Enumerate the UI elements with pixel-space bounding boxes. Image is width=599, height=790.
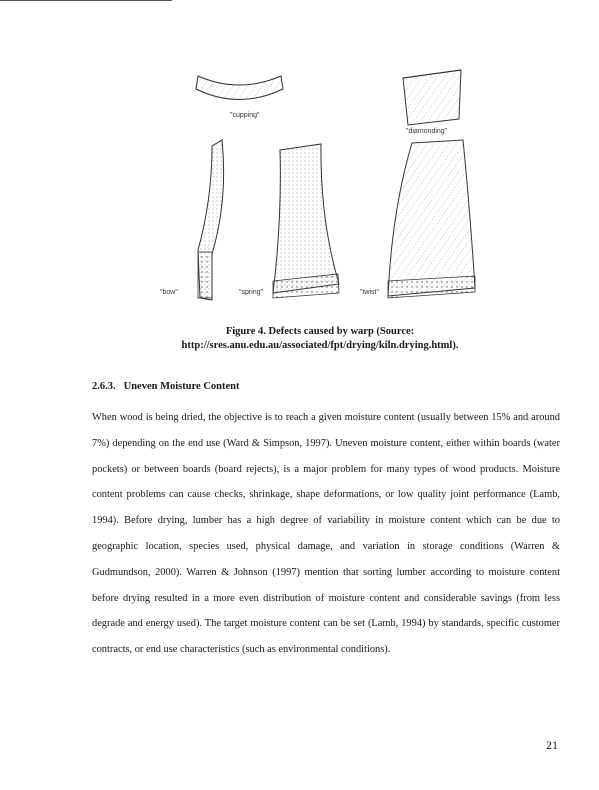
figure-caption bbox=[60, 325, 580, 353]
caption-line-1: Figure 4. Defects caused by warp (Source: bbox=[225, 326, 415, 337]
warp-illustration bbox=[0, 0, 599, 310]
label-bow: "bow" bbox=[160, 289, 178, 296]
label-cupping: "cupping" bbox=[230, 112, 260, 119]
label-twist: "twist" bbox=[360, 289, 379, 296]
caption-line-2: http://sres.anu.edu.au/associated/fpt/drying/kiln.drying.html). bbox=[181, 340, 459, 351]
spring-sketch bbox=[273, 144, 339, 298]
twist-sketch bbox=[388, 140, 475, 298]
section-number: 2.6.3. bbox=[92, 381, 116, 392]
cupping-sketch bbox=[196, 76, 283, 100]
page-number: 21 bbox=[546, 738, 558, 752]
section-title: Uneven Moisture Content bbox=[123, 381, 240, 392]
body-paragraph: When wood is being dried, the objective is to reach a given moisture content (usually between 15% and around 7%) depending on the end use (Ward & Simpson, 1997). Uneven moisture content, either within boards (water pockets) or between boards (board rejects), is a major problem for many types of wood products. Moisture content problems can cause checks, shrinkage, shape deformations, or low quality joint performance (Lamb, 1994). Before drying, lumber has a high degree of variability in moisture content which can be due to geographic location, species used, physical damage, and variation in storage conditions (Warren & Gudmundson, 2000). Warren & Johnson (1997) mention that sorting lumber according to moisture content before drying resulted in a more even distribution of moisture content and considerable savings (from less degrade and energy used). The target moisture content can be set (Lamb, 1994) by standards, specific customer contracts, or end use characteristics (such as environmental conditions). bbox=[92, 412, 560, 656]
warp-defects-figure bbox=[0, 0, 599, 310]
section-heading bbox=[92, 381, 240, 392]
label-spring: "spring" bbox=[239, 289, 264, 296]
bow-sketch bbox=[198, 140, 224, 300]
label-diamonding: "diamonding" bbox=[406, 128, 448, 135]
diamonding-sketch bbox=[403, 70, 461, 125]
